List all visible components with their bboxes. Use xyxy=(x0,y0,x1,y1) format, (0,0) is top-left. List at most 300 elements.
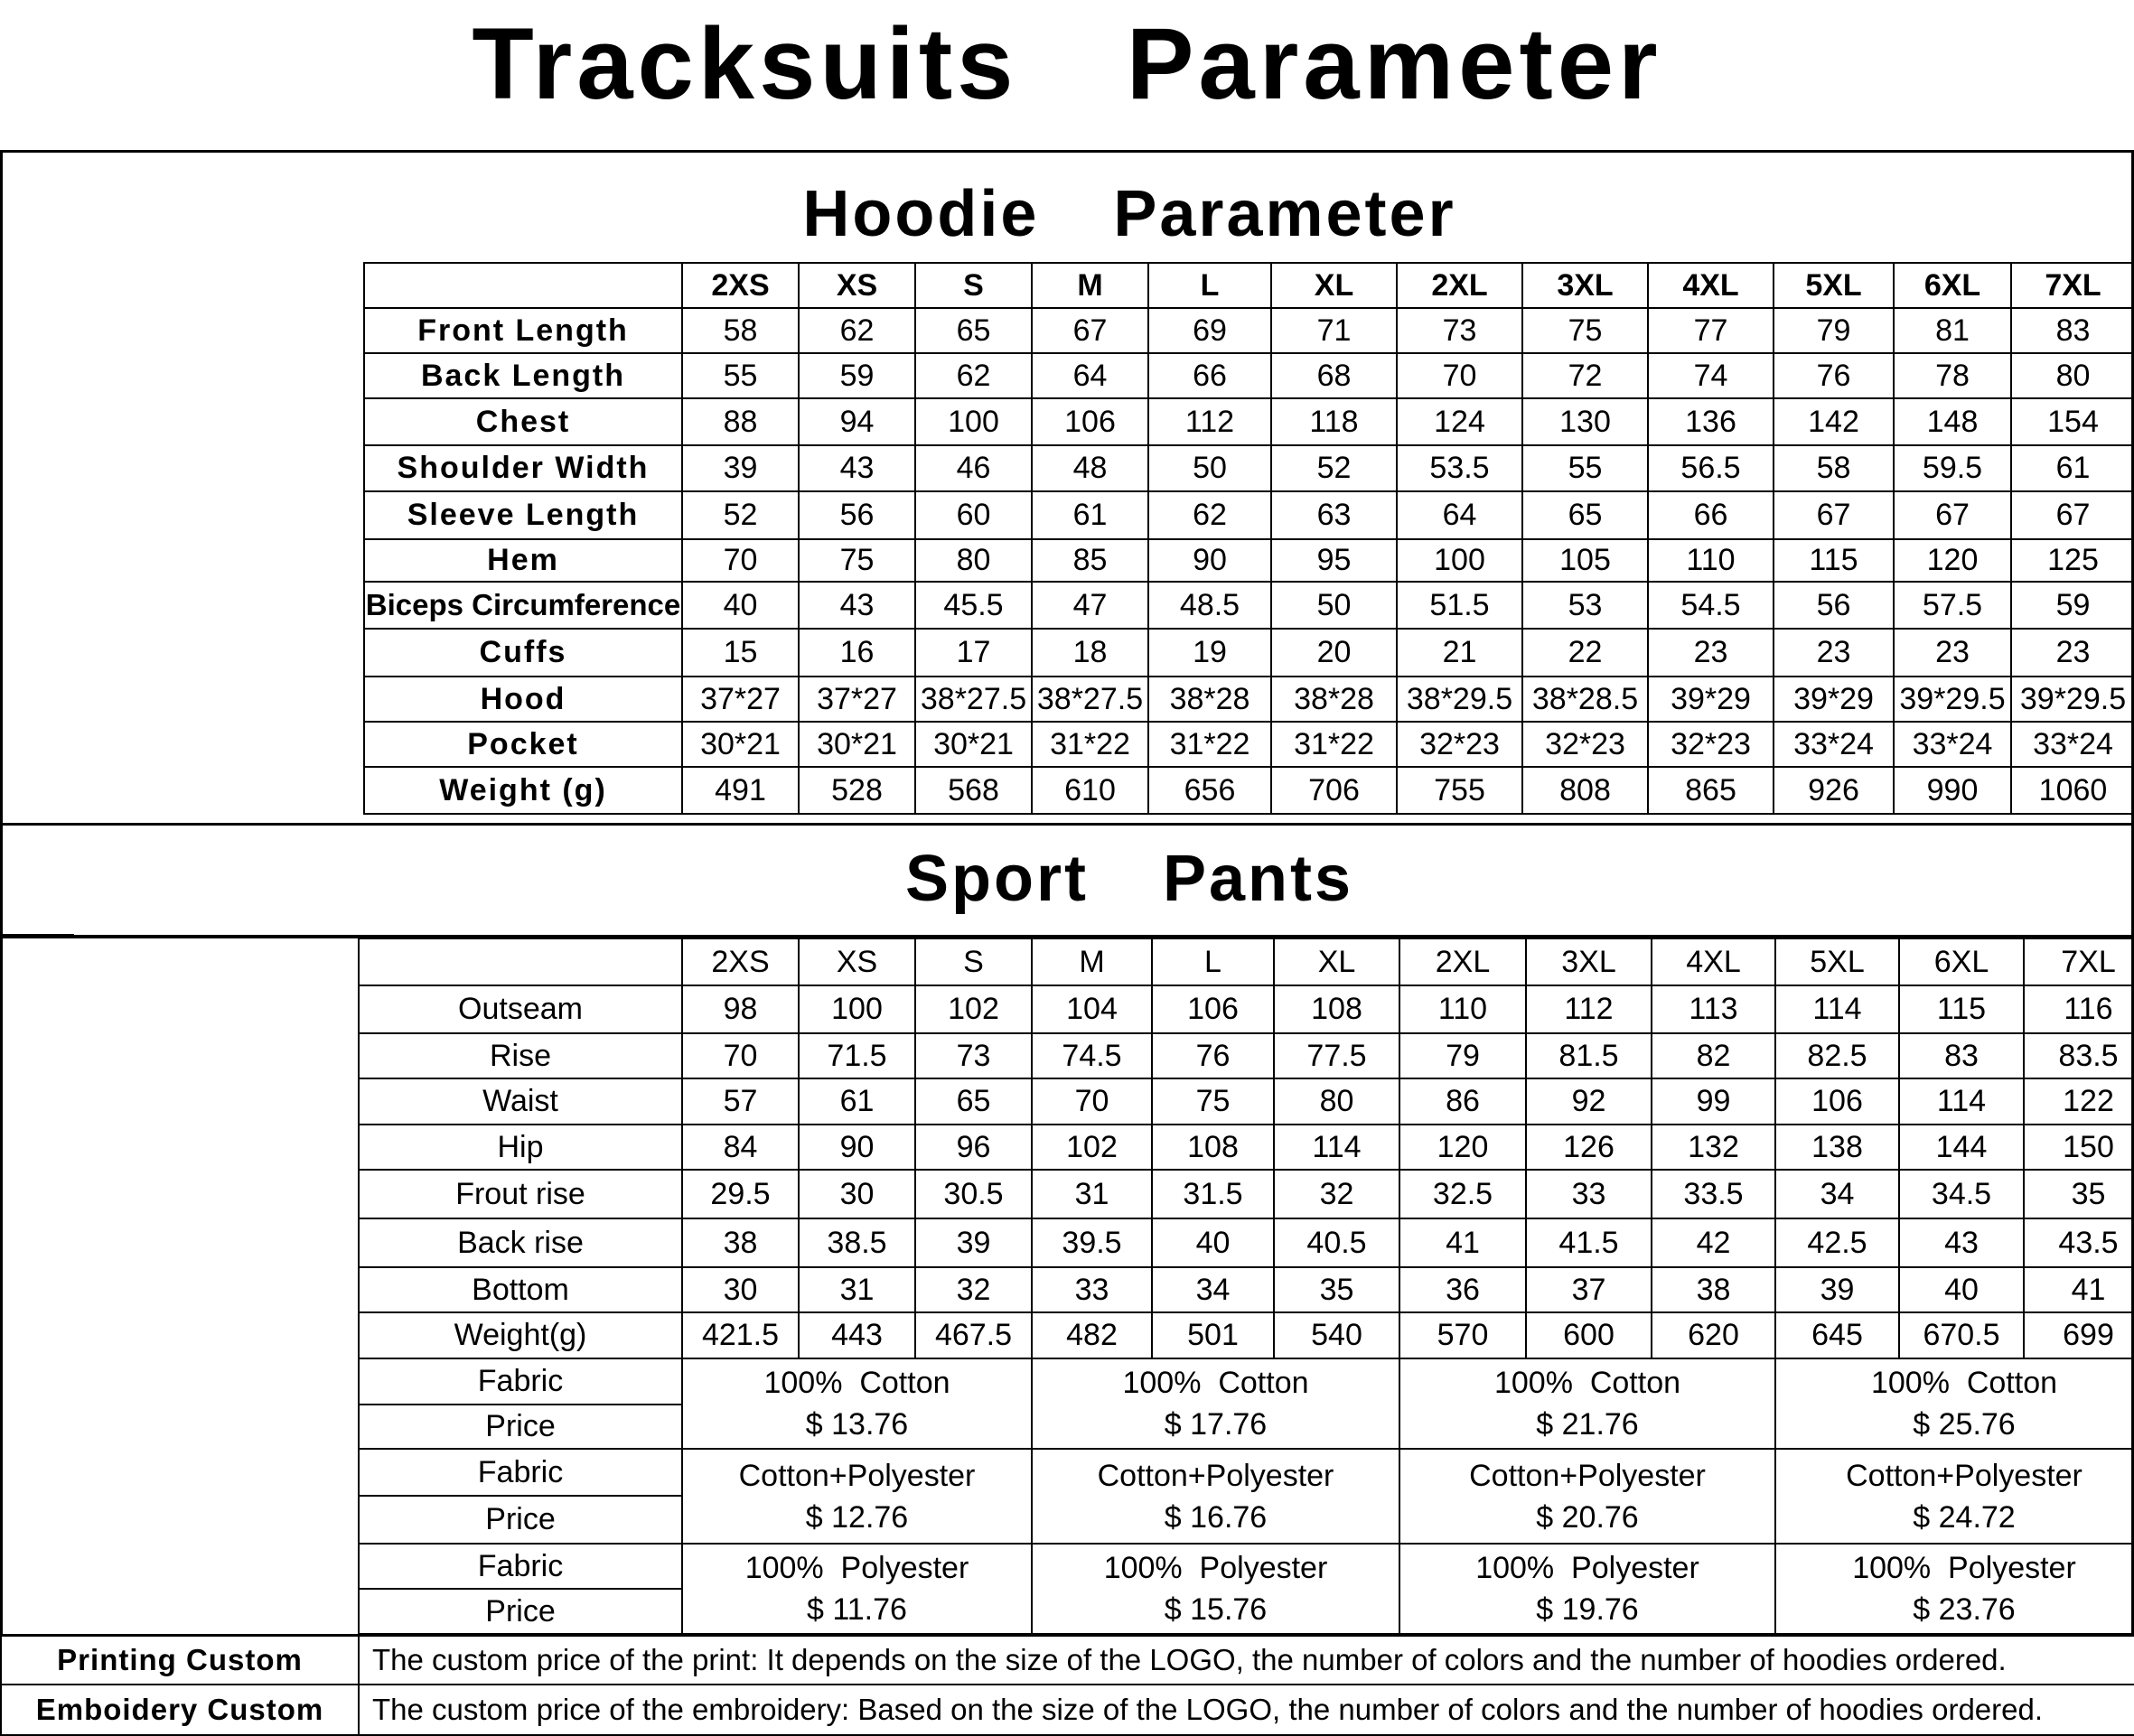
custom-row xyxy=(1,1636,2134,1685)
price-value: $ 25.76 xyxy=(1913,1407,2016,1442)
table-cell: 90 xyxy=(799,1125,915,1170)
table-cell: 30*21 xyxy=(799,722,915,767)
table-cell: 118 xyxy=(1271,398,1397,445)
table-cell: 55 xyxy=(1522,445,1648,491)
table-cell: 70 xyxy=(682,539,799,582)
table-cell: 33*24 xyxy=(1774,722,1894,767)
table-cell: 138 xyxy=(1775,1125,1899,1170)
table-cell: 100 xyxy=(1397,539,1522,582)
size-header: XS xyxy=(799,263,915,308)
custom-description: The custom price of the embroidery: Based on the size of the LOGO, the number of colors and the number of hoodies ordered. xyxy=(359,1685,2134,1735)
table-cell: 32*23 xyxy=(1397,722,1522,767)
fabric-name: 100% Polyester xyxy=(1852,1551,2076,1585)
row-label: Cuffs xyxy=(364,629,682,677)
table-row xyxy=(359,1218,2134,1267)
table-cell: 142 xyxy=(1774,398,1894,445)
fabric-label: Fabric xyxy=(359,1449,682,1496)
table-cell: 154 xyxy=(2011,398,2134,445)
table-cell: 54.5 xyxy=(1648,582,1774,629)
size-header: 5XL xyxy=(1775,938,1899,985)
table-cell: 443 xyxy=(799,1312,915,1358)
table-header-row xyxy=(359,938,2134,985)
table-cell: 130 xyxy=(1522,398,1648,445)
table-cell: 62 xyxy=(1148,491,1271,539)
table-row xyxy=(364,677,2134,722)
table-cell: 600 xyxy=(1526,1312,1652,1358)
fabric-price-cell xyxy=(1399,1358,1775,1449)
size-header: 4XL xyxy=(1648,263,1774,308)
table-cell: 64 xyxy=(1032,353,1148,398)
table-cell: 102 xyxy=(915,985,1032,1033)
fabric-price-cell xyxy=(682,1358,1032,1449)
price-value: $ 21.76 xyxy=(1536,1407,1639,1442)
table-cell: 110 xyxy=(1648,539,1774,582)
price-value: $ 23.76 xyxy=(1913,1592,2016,1627)
fabric-price-cell xyxy=(1032,1544,1399,1634)
fabric-price-cell xyxy=(1399,1544,1775,1634)
size-header: M xyxy=(1032,938,1152,985)
table-cell: 467.5 xyxy=(915,1312,1032,1358)
table-cell: 610 xyxy=(1032,767,1148,814)
row-label: Back Length xyxy=(364,353,682,398)
table-cell: 38*28 xyxy=(1271,677,1397,722)
fabric-price-cell xyxy=(1775,1544,2134,1634)
table-cell: 34.5 xyxy=(1899,1170,2024,1218)
table-cell: 75 xyxy=(1152,1078,1274,1125)
table-cell: 64 xyxy=(1397,491,1522,539)
fabric-price-cell xyxy=(1032,1449,1399,1544)
table-cell: 50 xyxy=(1148,445,1271,491)
table-cell: 67 xyxy=(1894,491,2011,539)
table-cell: 102 xyxy=(1032,1125,1152,1170)
table-cell: 65 xyxy=(1522,491,1648,539)
table-cell: 40 xyxy=(682,582,799,629)
table-cell: 38 xyxy=(682,1218,799,1267)
table-cell: 50 xyxy=(1271,582,1397,629)
price-value: $ 12.76 xyxy=(805,1499,909,1535)
table-cell: 79 xyxy=(1774,308,1894,353)
table-cell: 113 xyxy=(1652,985,1775,1033)
table-cell: 80 xyxy=(2011,353,2134,398)
table-cell: 124 xyxy=(1397,398,1522,445)
table-cell: 53.5 xyxy=(1397,445,1522,491)
table-cell: 35 xyxy=(1274,1267,1399,1312)
price-value: $ 15.76 xyxy=(1164,1592,1268,1627)
table-cell: 43 xyxy=(1899,1218,2024,1267)
table-cell: 144 xyxy=(1899,1125,2024,1170)
size-header: 2XS xyxy=(682,263,799,308)
corner-cell xyxy=(359,938,682,985)
fabric-price-cell xyxy=(682,1449,1032,1544)
fabric-label: Fabric xyxy=(359,1544,682,1589)
table-cell: 32*23 xyxy=(1648,722,1774,767)
table-row xyxy=(359,1170,2134,1218)
price-value: $ 20.76 xyxy=(1536,1499,1639,1535)
size-header: M xyxy=(1032,263,1148,308)
table-row xyxy=(364,767,2134,814)
size-header: 7XL xyxy=(2011,263,2134,308)
size-header: 4XL xyxy=(1652,938,1775,985)
table-cell: 43.5 xyxy=(2024,1218,2134,1267)
table-cell: 55 xyxy=(682,353,799,398)
row-label: Weight (g) xyxy=(364,767,682,814)
fabric-price-cell xyxy=(1399,1449,1775,1544)
table-cell: 31*22 xyxy=(1271,722,1397,767)
fabric-price-cell xyxy=(1032,1358,1399,1449)
fabric-name: 100% Cotton xyxy=(1122,1366,1309,1400)
table-cell: 38 xyxy=(1652,1267,1775,1312)
table-row xyxy=(359,1033,2134,1078)
table-cell: 70 xyxy=(1032,1078,1152,1125)
row-label: Pocket xyxy=(364,722,682,767)
table-cell: 699 xyxy=(2024,1312,2134,1358)
table-cell: 38*27.5 xyxy=(915,677,1032,722)
table-cell: 53 xyxy=(1522,582,1648,629)
table-cell: 96 xyxy=(915,1125,1032,1170)
table-cell: 41 xyxy=(2024,1267,2134,1312)
table-cell: 65 xyxy=(915,308,1032,353)
table-cell: 122 xyxy=(2024,1078,2134,1125)
row-label: Weight(g) xyxy=(359,1312,682,1358)
table-cell: 77.5 xyxy=(1274,1033,1399,1078)
table-cell: 39*29 xyxy=(1774,677,1894,722)
table-cell: 68 xyxy=(1271,353,1397,398)
table-cell: 106 xyxy=(1775,1078,1899,1125)
table-cell: 56 xyxy=(799,491,915,539)
table-cell: 23 xyxy=(1894,629,2011,677)
row-label: Hood xyxy=(364,677,682,722)
table-cell: 38*28.5 xyxy=(1522,677,1648,722)
table-cell: 94 xyxy=(799,398,915,445)
table-cell: 58 xyxy=(1774,445,1894,491)
table-row xyxy=(364,491,2134,539)
table-cell: 36 xyxy=(1399,1267,1526,1312)
table-cell: 31*22 xyxy=(1148,722,1271,767)
size-header: L xyxy=(1148,263,1271,308)
table-cell: 100 xyxy=(799,985,915,1033)
table-cell: 40.5 xyxy=(1274,1218,1399,1267)
table-cell: 108 xyxy=(1274,985,1399,1033)
table-row xyxy=(359,1267,2134,1312)
table-cell: 73 xyxy=(915,1033,1032,1078)
table-cell: 75 xyxy=(799,539,915,582)
table-cell: 656 xyxy=(1148,767,1271,814)
table-cell: 77 xyxy=(1648,308,1774,353)
fabric-name: 100% Cotton xyxy=(763,1366,950,1400)
table-cell: 95 xyxy=(1271,539,1397,582)
size-header: XS xyxy=(799,938,915,985)
table-cell: 75 xyxy=(1522,308,1648,353)
table-cell: 21 xyxy=(1397,629,1522,677)
table-cell: 30 xyxy=(682,1267,799,1312)
table-cell: 990 xyxy=(1894,767,2011,814)
table-cell: 620 xyxy=(1652,1312,1775,1358)
table-cell: 31.5 xyxy=(1152,1170,1274,1218)
table-cell: 120 xyxy=(1894,539,2011,582)
table-cell: 670.5 xyxy=(1899,1312,2024,1358)
table-cell: 66 xyxy=(1648,491,1774,539)
table-cell: 43 xyxy=(799,445,915,491)
fabric-row xyxy=(359,1449,2134,1496)
table-cell: 43 xyxy=(799,582,915,629)
table-cell: 84 xyxy=(682,1125,799,1170)
custom-table xyxy=(0,1635,2134,1736)
table-cell: 38*27.5 xyxy=(1032,677,1148,722)
table-cell: 35 xyxy=(2024,1170,2134,1218)
fabric-price-cell xyxy=(682,1544,1032,1634)
table-cell: 70 xyxy=(1397,353,1522,398)
fabric-name: 100% Polyester xyxy=(1475,1551,1699,1585)
table-cell: 23 xyxy=(2011,629,2134,677)
pants-title: Sport Pants xyxy=(904,843,1354,915)
table-cell: 39*29.5 xyxy=(2011,677,2134,722)
table-cell: 56 xyxy=(1774,582,1894,629)
table-cell: 46 xyxy=(915,445,1032,491)
price-label: Price xyxy=(359,1405,682,1449)
pants-table xyxy=(358,938,2134,1635)
price-value: $ 13.76 xyxy=(805,1407,909,1442)
table-cell: 136 xyxy=(1648,398,1774,445)
table-cell: 808 xyxy=(1522,767,1648,814)
table-cell: 16 xyxy=(799,629,915,677)
custom-row xyxy=(1,1685,2134,1735)
table-cell: 67 xyxy=(1032,308,1148,353)
table-cell: 33 xyxy=(1526,1170,1652,1218)
row-label: Back rise xyxy=(359,1218,682,1267)
custom-label: Emboidery Custom xyxy=(1,1685,359,1735)
table-cell: 45.5 xyxy=(915,582,1032,629)
price-label: Price xyxy=(359,1589,682,1634)
table-row xyxy=(359,1078,2134,1125)
size-header: S xyxy=(915,938,1032,985)
size-header: 3XL xyxy=(1526,938,1652,985)
table-cell: 42.5 xyxy=(1775,1218,1899,1267)
price-value: $ 16.76 xyxy=(1164,1499,1268,1535)
table-row xyxy=(364,353,2134,398)
table-cell: 706 xyxy=(1271,767,1397,814)
table-cell: 41.5 xyxy=(1526,1218,1652,1267)
table-cell: 115 xyxy=(1774,539,1894,582)
table-cell: 67 xyxy=(2011,491,2134,539)
divider xyxy=(0,934,74,937)
table-cell: 48 xyxy=(1032,445,1148,491)
table-cell: 61 xyxy=(799,1078,915,1125)
table-cell: 1060 xyxy=(2011,767,2134,814)
table-cell: 22 xyxy=(1522,629,1648,677)
table-cell: 60 xyxy=(915,491,1032,539)
table-cell: 38*28 xyxy=(1148,677,1271,722)
corner-cell xyxy=(364,263,682,308)
table-cell: 90 xyxy=(1148,539,1271,582)
table-cell: 76 xyxy=(1152,1033,1274,1078)
table-cell: 59 xyxy=(2011,582,2134,629)
row-label: Front Length xyxy=(364,308,682,353)
table-cell: 110 xyxy=(1399,985,1526,1033)
table-cell: 126 xyxy=(1526,1125,1652,1170)
table-cell: 33*24 xyxy=(2011,722,2134,767)
table-cell: 23 xyxy=(1774,629,1894,677)
row-label: Hem xyxy=(364,539,682,582)
row-label: Rise xyxy=(359,1033,682,1078)
table-cell: 501 xyxy=(1152,1312,1274,1358)
table-row xyxy=(364,398,2134,445)
fabric-name: Cotton+Polyester xyxy=(738,1458,976,1493)
table-cell: 72 xyxy=(1522,353,1648,398)
table-cell: 114 xyxy=(1899,1078,2024,1125)
table-cell: 81 xyxy=(1894,308,2011,353)
row-label: Biceps Circumference xyxy=(364,582,682,629)
table-cell: 74 xyxy=(1648,353,1774,398)
table-cell: 31 xyxy=(799,1267,915,1312)
table-cell: 32 xyxy=(1274,1170,1399,1218)
size-header: 6XL xyxy=(1894,263,2011,308)
table-cell: 73 xyxy=(1397,308,1522,353)
fabric-price-cell xyxy=(1775,1358,2134,1449)
table-cell: 39 xyxy=(1775,1267,1899,1312)
table-cell: 30*21 xyxy=(682,722,799,767)
table-cell: 62 xyxy=(799,308,915,353)
table-cell: 104 xyxy=(1032,985,1152,1033)
price-value: $ 24.72 xyxy=(1913,1499,2016,1535)
table-cell: 105 xyxy=(1522,539,1648,582)
table-cell: 23 xyxy=(1648,629,1774,677)
size-header: L xyxy=(1152,938,1274,985)
row-label: Sleeve Length xyxy=(364,491,682,539)
table-cell: 38*29.5 xyxy=(1397,677,1522,722)
table-cell: 82.5 xyxy=(1775,1033,1899,1078)
table-cell: 59 xyxy=(799,353,915,398)
hoodie-title: Hoodie Parameter xyxy=(802,178,1456,250)
table-row xyxy=(364,582,2134,629)
table-cell: 15 xyxy=(682,629,799,677)
table-cell: 116 xyxy=(2024,985,2134,1033)
table-cell: 114 xyxy=(1274,1125,1399,1170)
table-cell: 63 xyxy=(1271,491,1397,539)
table-cell: 37*27 xyxy=(682,677,799,722)
size-header: 3XL xyxy=(1522,263,1648,308)
table-row xyxy=(359,1312,2134,1358)
table-cell: 52 xyxy=(682,491,799,539)
table-cell: 39*29 xyxy=(1648,677,1774,722)
table-cell: 66 xyxy=(1148,353,1271,398)
custom-description: The custom price of the print: It depends on the size of the LOGO, the number of colors and the number of hoodies ordered. xyxy=(359,1636,2134,1685)
row-label: Chest xyxy=(364,398,682,445)
table-cell: 132 xyxy=(1652,1125,1775,1170)
table-row xyxy=(364,722,2134,767)
table-cell: 71.5 xyxy=(799,1033,915,1078)
table-cell: 69 xyxy=(1148,308,1271,353)
custom-label: Printing Custom xyxy=(1,1636,359,1685)
table-cell: 17 xyxy=(915,629,1032,677)
table-cell: 568 xyxy=(915,767,1032,814)
price-label: Price xyxy=(359,1496,682,1544)
table-cell: 125 xyxy=(2011,539,2134,582)
table-cell: 29.5 xyxy=(682,1170,799,1218)
page-title: Tracksuits Parameter xyxy=(472,7,1662,120)
fabric-name: 100% Polyester xyxy=(1103,1551,1328,1585)
table-cell: 82 xyxy=(1652,1033,1775,1078)
table-cell: 57 xyxy=(682,1078,799,1125)
fabric-price-cell xyxy=(1775,1449,2134,1544)
table-cell: 85 xyxy=(1032,539,1148,582)
table-cell: 38.5 xyxy=(799,1218,915,1267)
table-cell: 31*22 xyxy=(1032,722,1148,767)
table-cell: 112 xyxy=(1148,398,1271,445)
hoodie-table xyxy=(363,262,2134,815)
table-cell: 19 xyxy=(1148,629,1271,677)
fabric-name: Cotton+Polyester xyxy=(1469,1458,1706,1493)
price-value: $ 11.76 xyxy=(807,1592,907,1627)
table-cell: 528 xyxy=(799,767,915,814)
table-cell: 65 xyxy=(915,1078,1032,1125)
table-cell: 32.5 xyxy=(1399,1170,1526,1218)
table-cell: 100 xyxy=(915,398,1032,445)
table-row xyxy=(359,1125,2134,1170)
table-cell: 30.5 xyxy=(915,1170,1032,1218)
table-cell: 41 xyxy=(1399,1218,1526,1267)
table-row xyxy=(359,985,2134,1033)
table-cell: 39 xyxy=(682,445,799,491)
table-cell: 482 xyxy=(1032,1312,1152,1358)
table-cell: 30*21 xyxy=(915,722,1032,767)
table-row xyxy=(364,308,2134,353)
table-cell: 51.5 xyxy=(1397,582,1522,629)
table-cell: 56.5 xyxy=(1648,445,1774,491)
table-cell: 39*29.5 xyxy=(1894,677,2011,722)
table-cell: 755 xyxy=(1397,767,1522,814)
table-cell: 18 xyxy=(1032,629,1148,677)
price-value: $ 17.76 xyxy=(1164,1407,1268,1442)
table-cell: 645 xyxy=(1775,1312,1899,1358)
fabric-name: 100% Polyester xyxy=(744,1551,969,1585)
table-cell: 61 xyxy=(2011,445,2134,491)
table-cell: 32 xyxy=(915,1267,1032,1312)
table-cell: 48.5 xyxy=(1148,582,1271,629)
table-cell: 20 xyxy=(1271,629,1397,677)
fabric-name: Cotton+Polyester xyxy=(1846,1458,2083,1493)
fabric-row xyxy=(359,1544,2134,1589)
table-cell: 31 xyxy=(1032,1170,1152,1218)
table-cell: 61 xyxy=(1032,491,1148,539)
table-cell: 40 xyxy=(1152,1218,1274,1267)
table-cell: 115 xyxy=(1899,985,2024,1033)
size-header: 2XL xyxy=(1397,263,1522,308)
table-cell: 92 xyxy=(1526,1078,1652,1125)
row-label: Shoulder Width xyxy=(364,445,682,491)
table-cell: 106 xyxy=(1032,398,1148,445)
table-cell: 33.5 xyxy=(1652,1170,1775,1218)
table-cell: 34 xyxy=(1152,1267,1274,1312)
fabric-name: 100% Cotton xyxy=(1493,1366,1681,1400)
fabric-name: 100% Cotton xyxy=(1870,1366,2058,1400)
table-cell: 62 xyxy=(915,353,1032,398)
table-cell: 108 xyxy=(1152,1125,1274,1170)
table-cell: 34 xyxy=(1775,1170,1899,1218)
table-cell: 39 xyxy=(915,1218,1032,1267)
fabric-label: Fabric xyxy=(359,1358,682,1405)
table-cell: 57.5 xyxy=(1894,582,2011,629)
table-cell: 40 xyxy=(1899,1267,2024,1312)
size-header: XL xyxy=(1274,938,1399,985)
size-header: 7XL xyxy=(2024,938,2134,985)
table-header-row xyxy=(364,263,2134,308)
table-cell: 98 xyxy=(682,985,799,1033)
table-cell: 106 xyxy=(1152,985,1274,1033)
size-header: XL xyxy=(1271,263,1397,308)
table-cell: 150 xyxy=(2024,1125,2134,1170)
table-cell: 80 xyxy=(1274,1078,1399,1125)
table-cell: 83.5 xyxy=(2024,1033,2134,1078)
